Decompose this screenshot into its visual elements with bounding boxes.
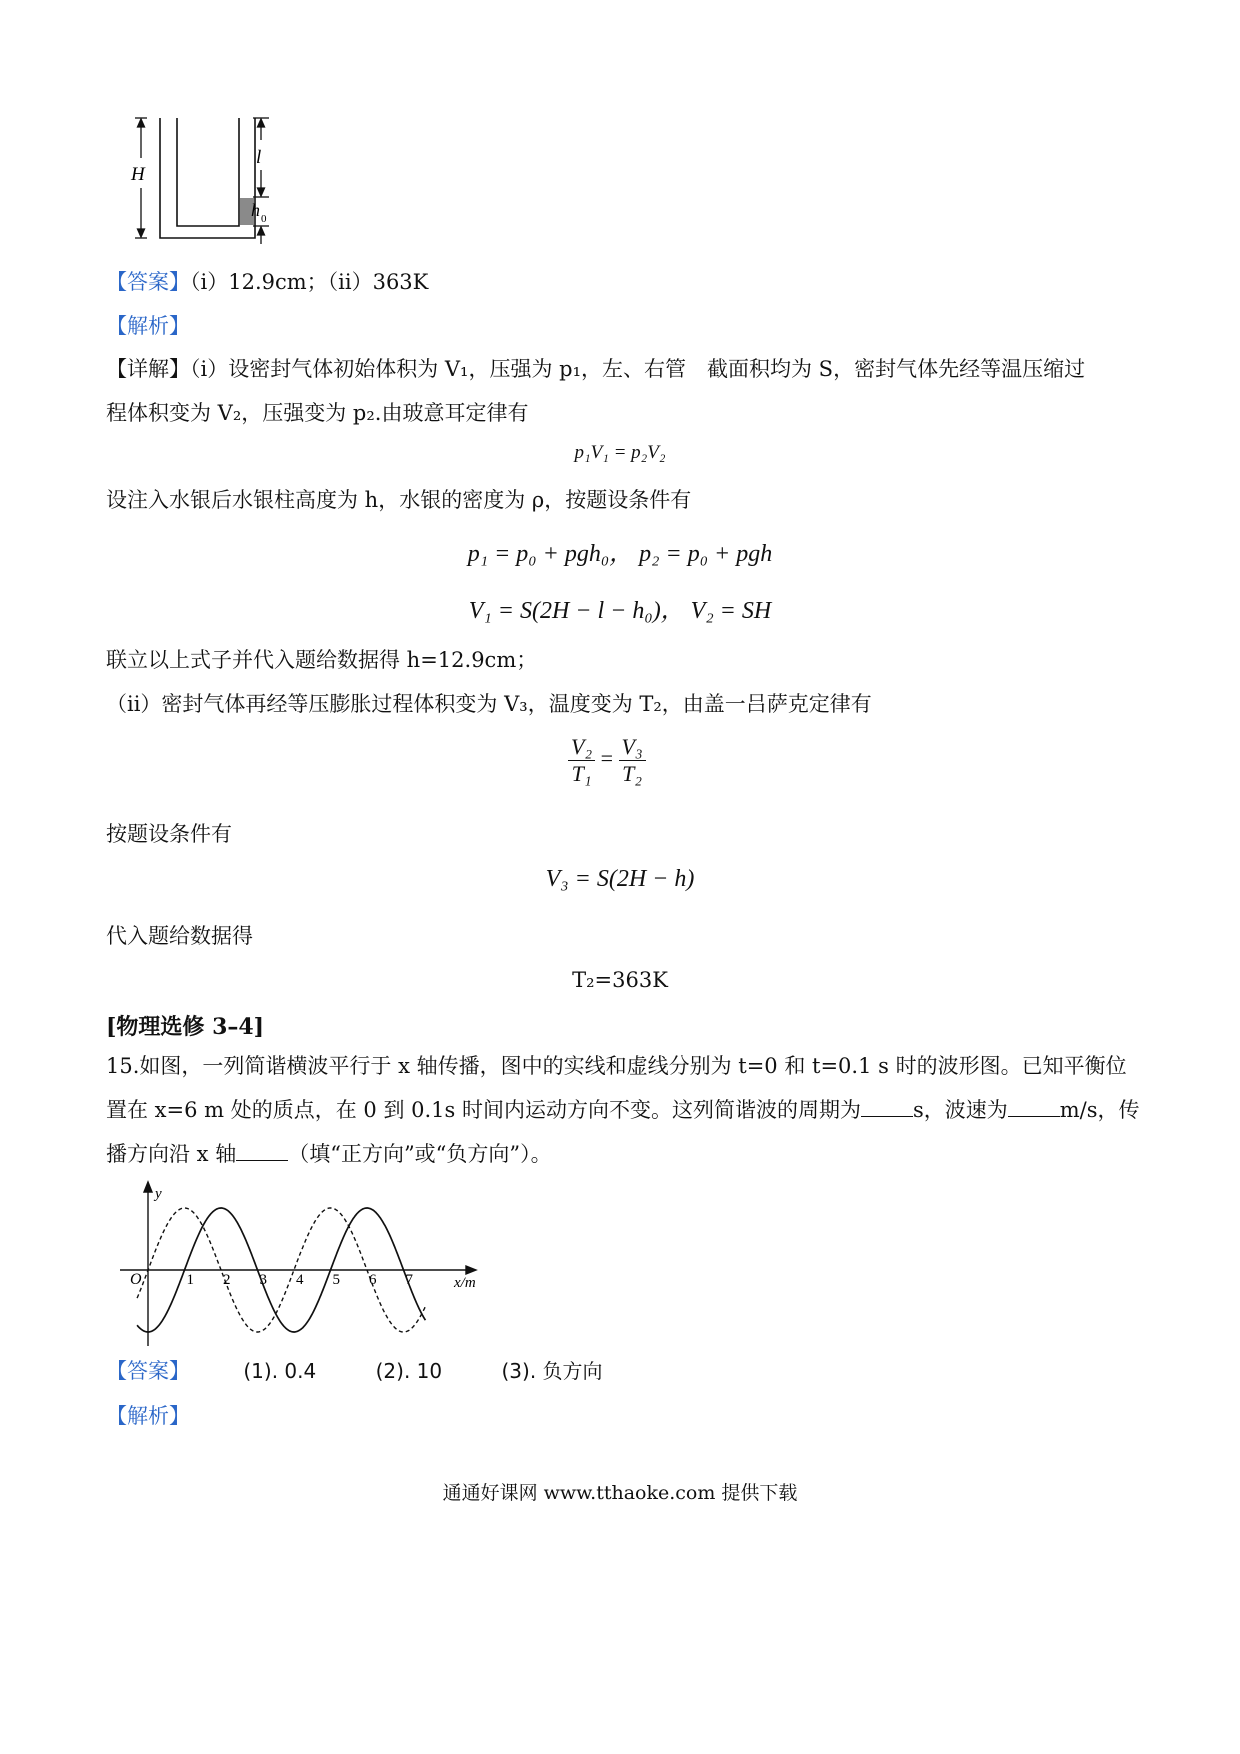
label-l: l <box>256 147 262 168</box>
answer-2: (2). 10 <box>375 1359 443 1383</box>
equation-v3: V₃ = S(2H − h) <box>545 866 695 892</box>
footer-text: 通通好课网 www.tthaoke.com 提供下载 <box>442 1482 798 1504</box>
x-axis-arrow <box>466 1266 476 1274</box>
detail-line-5: （ii）密封气体再经等压膨胀过程体积变为 V₃，温度变为 T₂，由盖一吕萨克定律有 <box>106 692 872 716</box>
fraction-left: $\frac{\text{V₂}}{\text{T₁}}$ <box>568 734 595 787</box>
equation-volumes: V₁ = S(2H − l − h₀)， V₂ = SH <box>468 598 772 624</box>
y-axis-arrow <box>144 1182 152 1192</box>
blank-speed <box>1008 1098 1060 1117</box>
u-tube-figure <box>125 110 305 260</box>
wave-figure <box>120 1178 490 1348</box>
label-h0-sub: 0 <box>261 213 267 225</box>
detail-line-6: 按题设条件有 <box>106 822 232 846</box>
q15-line-2: 置在 x=6 m 处的质点，在 0 到 0.1s 时间内运动方向不变。这列简谐波的周期为 s，波速为 m/s，传 <box>106 1098 1140 1122</box>
x-tick-label: 1 <box>186 1272 194 1288</box>
answer-text: （i）12.9cm；（ii）363K <box>190 270 429 294</box>
label-H: H <box>131 164 145 185</box>
detail-line-2: 程体积变为 V₂，压强变为 p₂.由玻意耳定律有 <box>106 401 529 425</box>
equation-gay-lussac: $\frac{\text{V₂}}{\text{T₁}}$ = $\frac{\text{V₃}}{\text{T₂}}$ <box>568 734 646 787</box>
blank-period <box>861 1098 913 1117</box>
x-tick-label: 7 <box>405 1272 413 1288</box>
equation-pressures: p₁ = p₀ + pgh₀， p₂ = p₀ + pgh <box>467 541 773 567</box>
detail-line-4: 联立以上式子并代入题给数据得 h=12.9cm； <box>106 648 538 672</box>
label-h0: h <box>251 200 260 220</box>
detail-line-7: 代入题给数据得 <box>106 924 253 948</box>
section-heading: [物理选修 3–4] <box>106 1014 265 1040</box>
answer-tag: 【答案】 <box>106 270 190 294</box>
q15-analysis-tag: 【解析】 <box>106 1404 190 1428</box>
detail-tag: 【详解】 <box>106 357 190 381</box>
x-tick-label: 6 <box>369 1272 377 1288</box>
x-tick-label: 5 <box>332 1272 340 1288</box>
fraction-right: $\frac{\text{V₃}}{\text{T₂}}$ <box>619 734 646 787</box>
y-axis-label: y <box>155 1186 162 1202</box>
answer-1: (1). 0.4 <box>243 1359 317 1383</box>
q15-line-3: 播方向沿 x 轴 （填“正方向”或“负方向”）。 <box>106 1142 552 1166</box>
detail-line-3: 设注入水银后水银柱高度为 h，水银的密度为 ρ，按题设条件有 <box>106 488 692 512</box>
q15-answer-tag: 【答案】 <box>106 1359 190 1383</box>
x-axis-label: x/m <box>454 1275 476 1291</box>
equation-boyle: p₁V₁ = p₂V₂ <box>574 442 666 463</box>
detail-line-1: 【详解】（i）设密封气体初始体积为 V₁，压强为 p₁，左、右管 截面积均为 S，密封气体先经等温压缩过 <box>106 357 1086 381</box>
x-tick-label: 3 <box>259 1272 267 1288</box>
blank-direction <box>236 1142 288 1161</box>
x-tick-label: 4 <box>296 1272 304 1288</box>
analysis-tag: 【解析】 <box>106 314 190 338</box>
equation-t2: T₂=363K <box>572 968 668 992</box>
x-tick-label: 2 <box>223 1272 231 1288</box>
q15-answer-line <box>106 1357 603 1385</box>
q14-answer-line <box>106 268 428 296</box>
answer-3: (3). 负方向 <box>501 1359 603 1383</box>
origin-label: O <box>130 1271 142 1288</box>
q15-line-1: 15.如图，一列简谐横波平行于 x 轴传播，图中的实线和虚线分别为 t=0 和 t=0.1 s 时的波形图。已知平衡位 <box>106 1054 1127 1078</box>
